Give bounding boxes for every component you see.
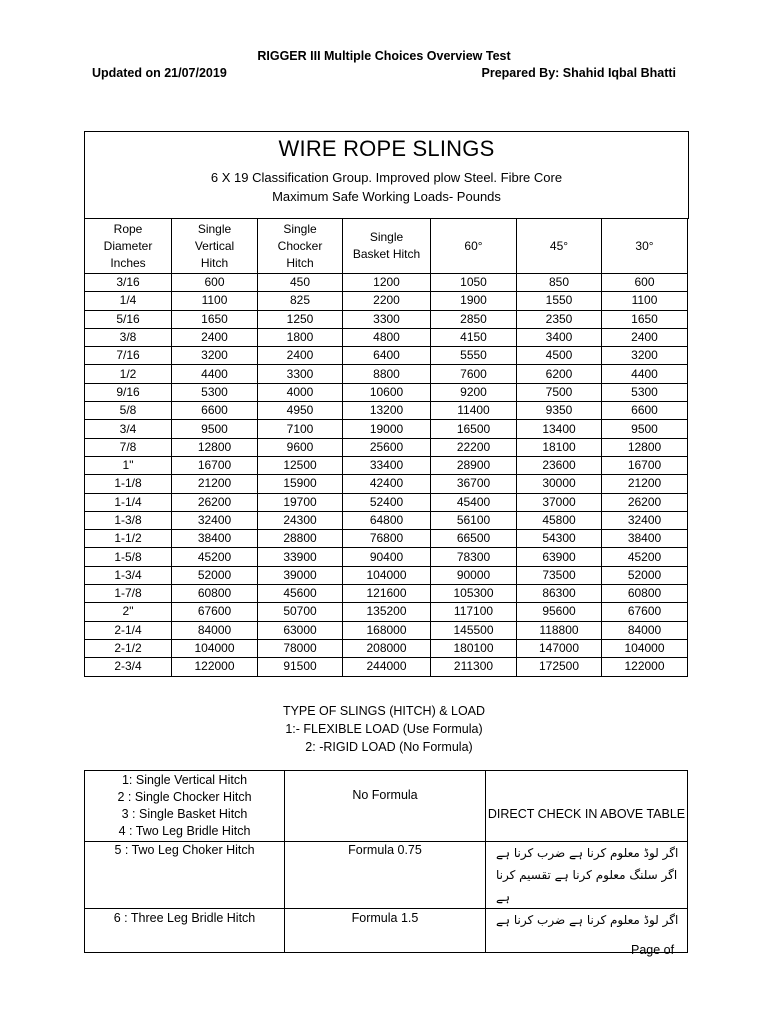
column-header (431, 219, 517, 274)
table-cell: 66500 (431, 530, 517, 548)
table-cell: 9600 (258, 438, 343, 456)
column-header (517, 219, 602, 274)
table-cell: 4400 (602, 365, 688, 383)
table-cell: 76800 (343, 530, 431, 548)
column-header-line: 45° (549, 238, 569, 253)
table-cell: 63900 (517, 548, 602, 566)
wire-rope-title-box (84, 131, 689, 219)
table-row (85, 347, 688, 365)
table-cell: 1-1/2 (85, 530, 172, 548)
table-cell: 6200 (517, 365, 602, 383)
column-header-line: Single (369, 230, 404, 244)
column-header-line: Basket Hitch (352, 247, 421, 261)
table-cell: 38400 (172, 530, 258, 548)
table-cell: 12800 (602, 438, 688, 456)
table-cell: 4150 (431, 328, 517, 346)
table-cell: 3200 (602, 347, 688, 365)
table-cell: 50700 (258, 603, 343, 621)
subtitle-line-2: Maximum Safe Working Loads- Pounds (272, 189, 501, 204)
table-cell: 24300 (258, 511, 343, 529)
table-cell: 147000 (517, 639, 602, 657)
table-cell: 2-1/4 (85, 621, 172, 639)
table-cell: 19000 (343, 420, 431, 438)
urdu-note-2: اگر سلنگ معلوم کرنا ہے تقسیم کرنا ہے (496, 868, 678, 904)
table-cell: 37000 (517, 493, 602, 511)
table-cell: 1250 (258, 310, 343, 328)
table-cell: 5550 (431, 347, 517, 365)
table-cell: 10600 (343, 383, 431, 401)
table-row (85, 585, 688, 603)
table-cell: 121600 (343, 585, 431, 603)
table-cell: 33400 (343, 456, 431, 474)
table-cell: 1550 (517, 292, 602, 310)
table-cell: 1/2 (85, 365, 172, 383)
table-cell: 1800 (258, 328, 343, 346)
table-cell: 1-5/8 (85, 548, 172, 566)
table-cell: 5300 (172, 383, 258, 401)
table-row (85, 310, 688, 328)
column-header-line: Chocker (277, 238, 323, 253)
urdu-5-cell (486, 842, 688, 909)
table-cell: 1-1/4 (85, 493, 172, 511)
table-cell: 3300 (343, 310, 431, 328)
table-cell: 64800 (343, 511, 431, 529)
table-cell: 7500 (517, 383, 602, 401)
formula-6: Formula 1.5 (351, 911, 419, 925)
hitch-6: 6 : Three Leg Bridle Hitch (113, 911, 256, 925)
table-cell: 145500 (431, 621, 517, 639)
sling-types (0, 702, 768, 756)
updated-date: Updated on 21/07/2019 (92, 66, 227, 80)
table-cell: 28800 (258, 530, 343, 548)
table-cell: 4000 (258, 383, 343, 401)
table-row (85, 402, 688, 420)
table-cell: 45200 (602, 548, 688, 566)
table-cell: 45400 (431, 493, 517, 511)
table-cell: 90400 (343, 548, 431, 566)
types-flexible: 1:- FLEXIBLE LOAD (Use Formula) (285, 722, 483, 736)
table-cell: 3200 (172, 347, 258, 365)
table-row (85, 842, 688, 909)
hitch-3: 3 : Single Basket Hitch (121, 807, 248, 821)
table-cell: 104000 (343, 566, 431, 584)
column-header-line: Single (283, 221, 317, 236)
table-cell: 180100 (431, 639, 517, 657)
table-cell: 8800 (343, 365, 431, 383)
direct-check: DIRECT CHECK IN ABOVE TABLE (487, 807, 686, 821)
table-cell: 450 (258, 274, 343, 292)
table-cell: 45800 (517, 511, 602, 529)
table-cell: 118800 (517, 621, 602, 639)
table-cell: 1650 (172, 310, 258, 328)
table-cell: 168000 (343, 621, 431, 639)
table-cell: 12800 (172, 438, 258, 456)
table-cell: 1050 (431, 274, 517, 292)
table-cell: 9200 (431, 383, 517, 401)
table-cell: 15900 (258, 475, 343, 493)
table-cell: 7600 (431, 365, 517, 383)
formula-5-cell (285, 842, 486, 909)
table-cell: 9/16 (85, 383, 172, 401)
table-cell: 122000 (172, 658, 258, 676)
table-cell: 91500 (258, 658, 343, 676)
column-header (258, 219, 343, 274)
column-header (172, 219, 258, 274)
table-cell: 86300 (517, 585, 602, 603)
table-cell: 122000 (602, 658, 688, 676)
table-cell: 3/8 (85, 328, 172, 346)
table-cell: 117100 (431, 603, 517, 621)
hitch-5: 5 : Two Leg Choker Hitch (114, 843, 255, 857)
subtitle-line-1: 6 X 19 Classification Group. Improved plow Steel. Fibre Core (210, 170, 563, 185)
table-cell: 208000 (343, 639, 431, 657)
column-header (602, 219, 688, 274)
table-row (85, 548, 688, 566)
table-cell: 2850 (431, 310, 517, 328)
table-cell: 1" (85, 456, 172, 474)
table-row (85, 438, 688, 456)
column-header-line: Hitch (286, 255, 314, 270)
table-cell: 3300 (258, 365, 343, 383)
types-title: TYPE OF SLINGS (HITCH) & LOAD (282, 704, 486, 718)
table-cell: 33900 (258, 548, 343, 566)
document-title: RIGGER III Multiple Choices Overview Test (257, 49, 511, 63)
table-header-row (85, 219, 688, 274)
wire-rope-subtitle (85, 168, 688, 206)
types-rigid: 2: -RIGID LOAD (No Formula) (305, 740, 473, 754)
table-cell: 1/4 (85, 292, 172, 310)
table-cell: 9350 (517, 402, 602, 420)
table-cell: 5300 (602, 383, 688, 401)
table-cell: 56100 (431, 511, 517, 529)
table-cell: 3/4 (85, 420, 172, 438)
column-header-line: Vertical (194, 238, 235, 253)
page-footer: Page of (631, 943, 675, 957)
table-cell: 2-3/4 (85, 658, 172, 676)
table-row (85, 621, 688, 639)
column-header-line: Single (197, 221, 232, 236)
table-row (85, 383, 688, 401)
table-cell: 600 (172, 274, 258, 292)
hitch-5-cell (85, 842, 285, 909)
table-cell: 45200 (172, 548, 258, 566)
direct-check-cell (486, 771, 688, 842)
urdu-note-3: اگر لوڈ معلوم کرنا ہے ضرب کرنا ہے (496, 913, 679, 927)
table-cell: 19700 (258, 493, 343, 511)
table-cell: 11400 (431, 402, 517, 420)
table-cell: 6600 (602, 402, 688, 420)
table-cell: 172500 (517, 658, 602, 676)
table-cell: 36700 (431, 475, 517, 493)
no-formula-cell (285, 771, 486, 842)
table-cell: 78300 (431, 548, 517, 566)
table-cell: 7100 (258, 420, 343, 438)
table-cell: 52000 (172, 566, 258, 584)
table-row (85, 292, 688, 310)
no-formula: No Formula (352, 788, 418, 802)
table-cell: 244000 (343, 658, 431, 676)
column-header-line: Rope (113, 221, 143, 236)
table-cell: 4800 (343, 328, 431, 346)
table-row (85, 639, 688, 657)
table-cell: 2350 (517, 310, 602, 328)
table-cell: 63000 (258, 621, 343, 639)
table-cell: 1200 (343, 274, 431, 292)
table-row (85, 456, 688, 474)
table-cell: 52400 (343, 493, 431, 511)
table-row (85, 566, 688, 584)
table-cell: 850 (517, 274, 602, 292)
table-cell: 1-1/8 (85, 475, 172, 493)
hitch-6-cell (85, 909, 285, 953)
table-cell: 60800 (172, 585, 258, 603)
hitch-1: 1: Single Vertical Hitch (121, 773, 248, 787)
table-cell: 825 (258, 292, 343, 310)
table-row (85, 603, 688, 621)
table-cell: 13200 (343, 402, 431, 420)
table-cell: 90000 (431, 566, 517, 584)
hitch-4: 4 : Two Leg Bridle Hitch (118, 824, 251, 838)
wire-rope-title: WIRE ROPE SLINGS (278, 136, 495, 161)
table-cell: 54300 (517, 530, 602, 548)
table-cell: 26200 (602, 493, 688, 511)
hitch-2: 2 : Single Chocker Hitch (117, 790, 252, 804)
table-row (85, 909, 688, 953)
table-cell: 2400 (602, 328, 688, 346)
hitch-list-cell (85, 771, 285, 842)
table-cell: 32400 (172, 511, 258, 529)
table-cell: 21200 (602, 475, 688, 493)
table-cell: 6600 (172, 402, 258, 420)
table-cell: 1-7/8 (85, 585, 172, 603)
table-cell: 7/8 (85, 438, 172, 456)
table-cell: 1-3/4 (85, 566, 172, 584)
table-cell: 18100 (517, 438, 602, 456)
column-header-line: Inches (110, 255, 146, 270)
table-cell: 4400 (172, 365, 258, 383)
table-row (85, 493, 688, 511)
table-cell: 1650 (602, 310, 688, 328)
table-cell: 67600 (602, 603, 688, 621)
table-cell: 12500 (258, 456, 343, 474)
column-header (85, 219, 172, 274)
table-cell: 32400 (602, 511, 688, 529)
table-cell: 4500 (517, 347, 602, 365)
table-cell: 78000 (258, 639, 343, 657)
table-cell: 1900 (431, 292, 517, 310)
table-cell: 5/16 (85, 310, 172, 328)
table-cell: 1100 (602, 292, 688, 310)
table-cell: 2200 (343, 292, 431, 310)
table-row (85, 475, 688, 493)
formula-5: Formula 0.75 (348, 843, 422, 857)
formula-6-cell (285, 909, 486, 953)
table-cell: 38400 (602, 530, 688, 548)
table-cell: 2" (85, 603, 172, 621)
load-table (84, 218, 688, 677)
table-cell: 211300 (431, 658, 517, 676)
column-header (343, 219, 431, 274)
table-cell: 67600 (172, 603, 258, 621)
table-cell: 84000 (602, 621, 688, 639)
table-row (85, 658, 688, 676)
table-cell: 42400 (343, 475, 431, 493)
table-cell: 9500 (172, 420, 258, 438)
table-cell: 45600 (258, 585, 343, 603)
table-cell: 104000 (172, 639, 258, 657)
table-cell: 2-1/2 (85, 639, 172, 657)
table-cell: 1-3/8 (85, 511, 172, 529)
table-cell: 26200 (172, 493, 258, 511)
table-cell: 39000 (258, 566, 343, 584)
table-cell: 30000 (517, 475, 602, 493)
table-cell: 73500 (517, 566, 602, 584)
table-cell: 7/16 (85, 347, 172, 365)
hitch-formula-table (84, 770, 688, 953)
column-header-line: Hitch (200, 255, 229, 270)
table-cell: 5/8 (85, 402, 172, 420)
table-cell: 13400 (517, 420, 602, 438)
table-cell: 16500 (431, 420, 517, 438)
table-row (85, 420, 688, 438)
table-cell: 104000 (602, 639, 688, 657)
table-cell: 25600 (343, 438, 431, 456)
column-header-line: 60° (464, 238, 483, 253)
table-cell: 21200 (172, 475, 258, 493)
urdu-note-1: اگر لوڈ معلوم کرنا ہے ضرب کرنا ہے (496, 846, 679, 860)
table-row (85, 274, 688, 292)
table-cell: 9500 (602, 420, 688, 438)
table-row (85, 511, 688, 529)
table-cell: 3400 (517, 328, 602, 346)
table-cell: 95600 (517, 603, 602, 621)
prepared-by: Prepared By: Shahid Iqbal Bhatti (481, 66, 676, 80)
table-row (85, 771, 688, 842)
table-cell: 2400 (258, 347, 343, 365)
table-cell: 16700 (172, 456, 258, 474)
table-cell: 2400 (172, 328, 258, 346)
table-cell: 84000 (172, 621, 258, 639)
table-cell: 23600 (517, 456, 602, 474)
table-row (85, 530, 688, 548)
table-cell: 60800 (602, 585, 688, 603)
table-cell: 6400 (343, 347, 431, 365)
table-cell: 16700 (602, 456, 688, 474)
table-cell: 28900 (431, 456, 517, 474)
table-row (85, 328, 688, 346)
table-row (85, 365, 688, 383)
column-header-line: 30° (635, 238, 654, 253)
column-header-line: Diameter (103, 238, 153, 253)
table-cell: 135200 (343, 603, 431, 621)
table-cell: 4950 (258, 402, 343, 420)
table-cell: 600 (602, 274, 688, 292)
table-cell: 52000 (602, 566, 688, 584)
table-cell: 3/16 (85, 274, 172, 292)
table-cell: 105300 (431, 585, 517, 603)
table-cell: 22200 (431, 438, 517, 456)
table-cell: 1100 (172, 292, 258, 310)
